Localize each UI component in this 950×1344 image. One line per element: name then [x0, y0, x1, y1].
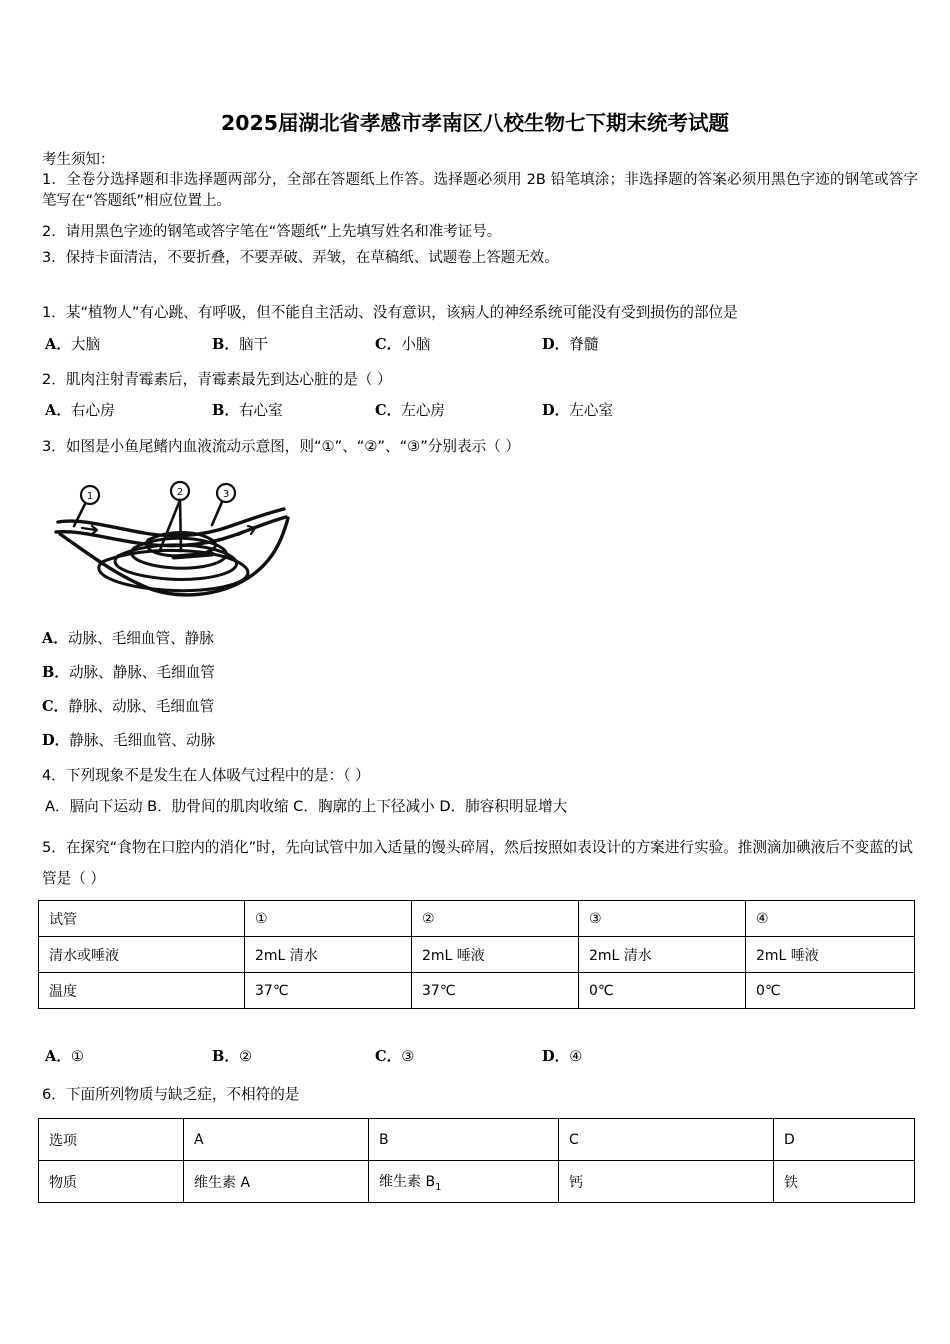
q5-option-c[interactable]: C．③ [375, 1048, 415, 1065]
table-row [39, 937, 915, 973]
table-row [39, 1119, 915, 1161]
nutrients-r1c2 [369, 1161, 559, 1203]
tubes-r2c2: 37℃ [412, 973, 579, 1009]
question-2-options [42, 399, 922, 423]
tubes-r1c3: 2mL 清水 [579, 937, 746, 973]
tubes-r2c4: 0℃ [746, 973, 915, 1009]
q3-option-d[interactable]: D．静脉、毛细血管、动脉 [42, 732, 216, 749]
tubes-r0c2: ② [412, 901, 579, 937]
question-6-text: 下面所列物质与缺乏症，不相符的是 [65, 1086, 300, 1103]
nutrients-r0c3: C [559, 1119, 774, 1161]
nutrients-r1c4: 铁 [774, 1161, 915, 1203]
tubes-r1c0: 清水或唾液 [39, 937, 245, 973]
q5-option-d[interactable]: D．④ [542, 1048, 583, 1065]
nutrients-r0c1: A [184, 1119, 369, 1161]
question-4-stem [42, 763, 922, 788]
question-3-number: 3． [42, 438, 66, 455]
question-2-stem [42, 367, 922, 392]
figure-label-3: 3 [222, 489, 230, 500]
question-6-stem [42, 1082, 922, 1107]
nutrients-b-subscript: 1 [435, 1181, 442, 1193]
question-5-stem [42, 832, 922, 894]
q2-option-b[interactable]: B．右心室 [212, 402, 283, 419]
question-4-text: 下列现象不是发生在人体吸气过程中的是：（ ） [65, 767, 370, 784]
table-digestion-experiment [38, 900, 915, 1009]
q2-option-d[interactable]: D．左心室 [542, 402, 614, 419]
nutrients-r1c3: 钙 [559, 1161, 774, 1203]
q3-option-c[interactable]: C．静脉、动脉、毛细血管 [42, 698, 215, 715]
q5-option-a[interactable]: A．① [45, 1048, 85, 1065]
question-1-options [42, 333, 922, 357]
question-3-text: 如图是小鱼尾鳍内血液流动示意图，则“①”、“②”、“③”分别表示（ ） [65, 438, 520, 455]
tubes-r2c1: 37℃ [245, 973, 412, 1009]
question-4-options [42, 795, 922, 819]
question-3-stem [42, 434, 922, 459]
q2-option-a[interactable]: A．右心房 [45, 402, 115, 419]
question-2-text: 肌肉注射青霉素后，青霉素最先到达心脏的是（ ） [65, 371, 392, 388]
tubes-r0c3: ③ [579, 901, 746, 937]
nutrients-r0c0: 选项 [39, 1119, 184, 1161]
tubes-r0c4: ④ [746, 901, 915, 937]
figure-label-1: 1 [86, 491, 94, 502]
question-5-number: 5． [42, 839, 66, 856]
nutrients-r0c4: D [774, 1119, 915, 1161]
table-row [39, 1161, 915, 1203]
question-4-number: 4． [42, 767, 66, 784]
question-5-text: 在探究“食物在口腔内的消化”时，先向试管中加入适量的馒头碎屑，然后按照如表设计的方案进行实验。推测滴加碘液后不变蓝的试管是（ ） [42, 839, 913, 887]
q5-option-b[interactable]: B．② [212, 1048, 253, 1065]
q1-option-b[interactable]: B．脑干 [212, 336, 269, 353]
fish-tail-blood-flow-diagram [52, 478, 312, 603]
notice-item-1: 1．全卷分选择题和非选择题两部分，全部在答题纸上作答。选择题必须用 2B 铅笔填涂；非选择题的答案必须用黑色字迹的钢笔或答字笔写在“答题纸”相应位置上。 [42, 172, 918, 209]
tubes-r1c4: 2mL 唾液 [746, 937, 915, 973]
table-nutrient-deficiency [38, 1118, 915, 1203]
notice-item-2: 2．请用黑色字迹的钢笔或答字笔在“答题纸”上先填写姓名和准考证号。 [42, 224, 502, 240]
question-1-text: 某“植物人”有心跳、有呼吸，但不能自主活动、没有意识，该病人的神经系统可能没有受到损伤的部位是 [65, 304, 738, 321]
q1-option-c[interactable]: C．小脑 [375, 336, 431, 353]
question-6-number: 6． [42, 1086, 66, 1103]
q4-options-inline[interactable]: A．膈向下运动 B．肋骨间的肌肉收缩 C．胸廓的上下径减小 D．肺容积明显增大 [45, 798, 568, 815]
tubes-r2c0: 温度 [39, 973, 245, 1009]
notice-heading: 考生须知： [42, 152, 115, 168]
question-3-options [42, 622, 215, 758]
table-row [39, 901, 915, 937]
tubes-r0c1: ① [245, 901, 412, 937]
page-title: 2025届湖北省孝感市孝南区八校生物七下期末统考试题 [220, 111, 730, 135]
question-5-options [42, 1045, 922, 1069]
tubes-r1c2: 2mL 唾液 [412, 937, 579, 973]
q3-option-b[interactable]: B．动脉、静脉、毛细血管 [42, 664, 215, 681]
q2-option-c[interactable]: C．左心房 [375, 402, 446, 419]
question-1-stem [42, 300, 922, 325]
table-row [39, 973, 915, 1009]
figure-label-2: 2 [176, 487, 184, 498]
question-2-number: 2． [42, 371, 66, 388]
tubes-r1c1: 2mL 清水 [245, 937, 412, 973]
nutrients-b-label: 维生素 B [379, 1173, 436, 1190]
nutrients-r1c1: 维生素 A [184, 1161, 369, 1203]
nutrients-r1c0: 物质 [39, 1161, 184, 1203]
fish-tail-figure-svg [52, 478, 312, 603]
q3-option-a[interactable]: A．动脉、毛细血管、静脉 [42, 630, 214, 647]
notice-item-3: 3．保持卡面清洁，不要折叠，不要弄破、弄皱，在草稿纸、试题卷上答题无效。 [42, 250, 559, 266]
tubes-r0c0: 试管 [39, 901, 245, 937]
nutrients-r0c2: B [369, 1119, 559, 1161]
q1-option-d[interactable]: D．脊髓 [542, 336, 599, 353]
tubes-r2c3: 0℃ [579, 973, 746, 1009]
q1-option-a[interactable]: A．大脑 [45, 336, 101, 353]
question-1-number: 1． [42, 304, 66, 321]
